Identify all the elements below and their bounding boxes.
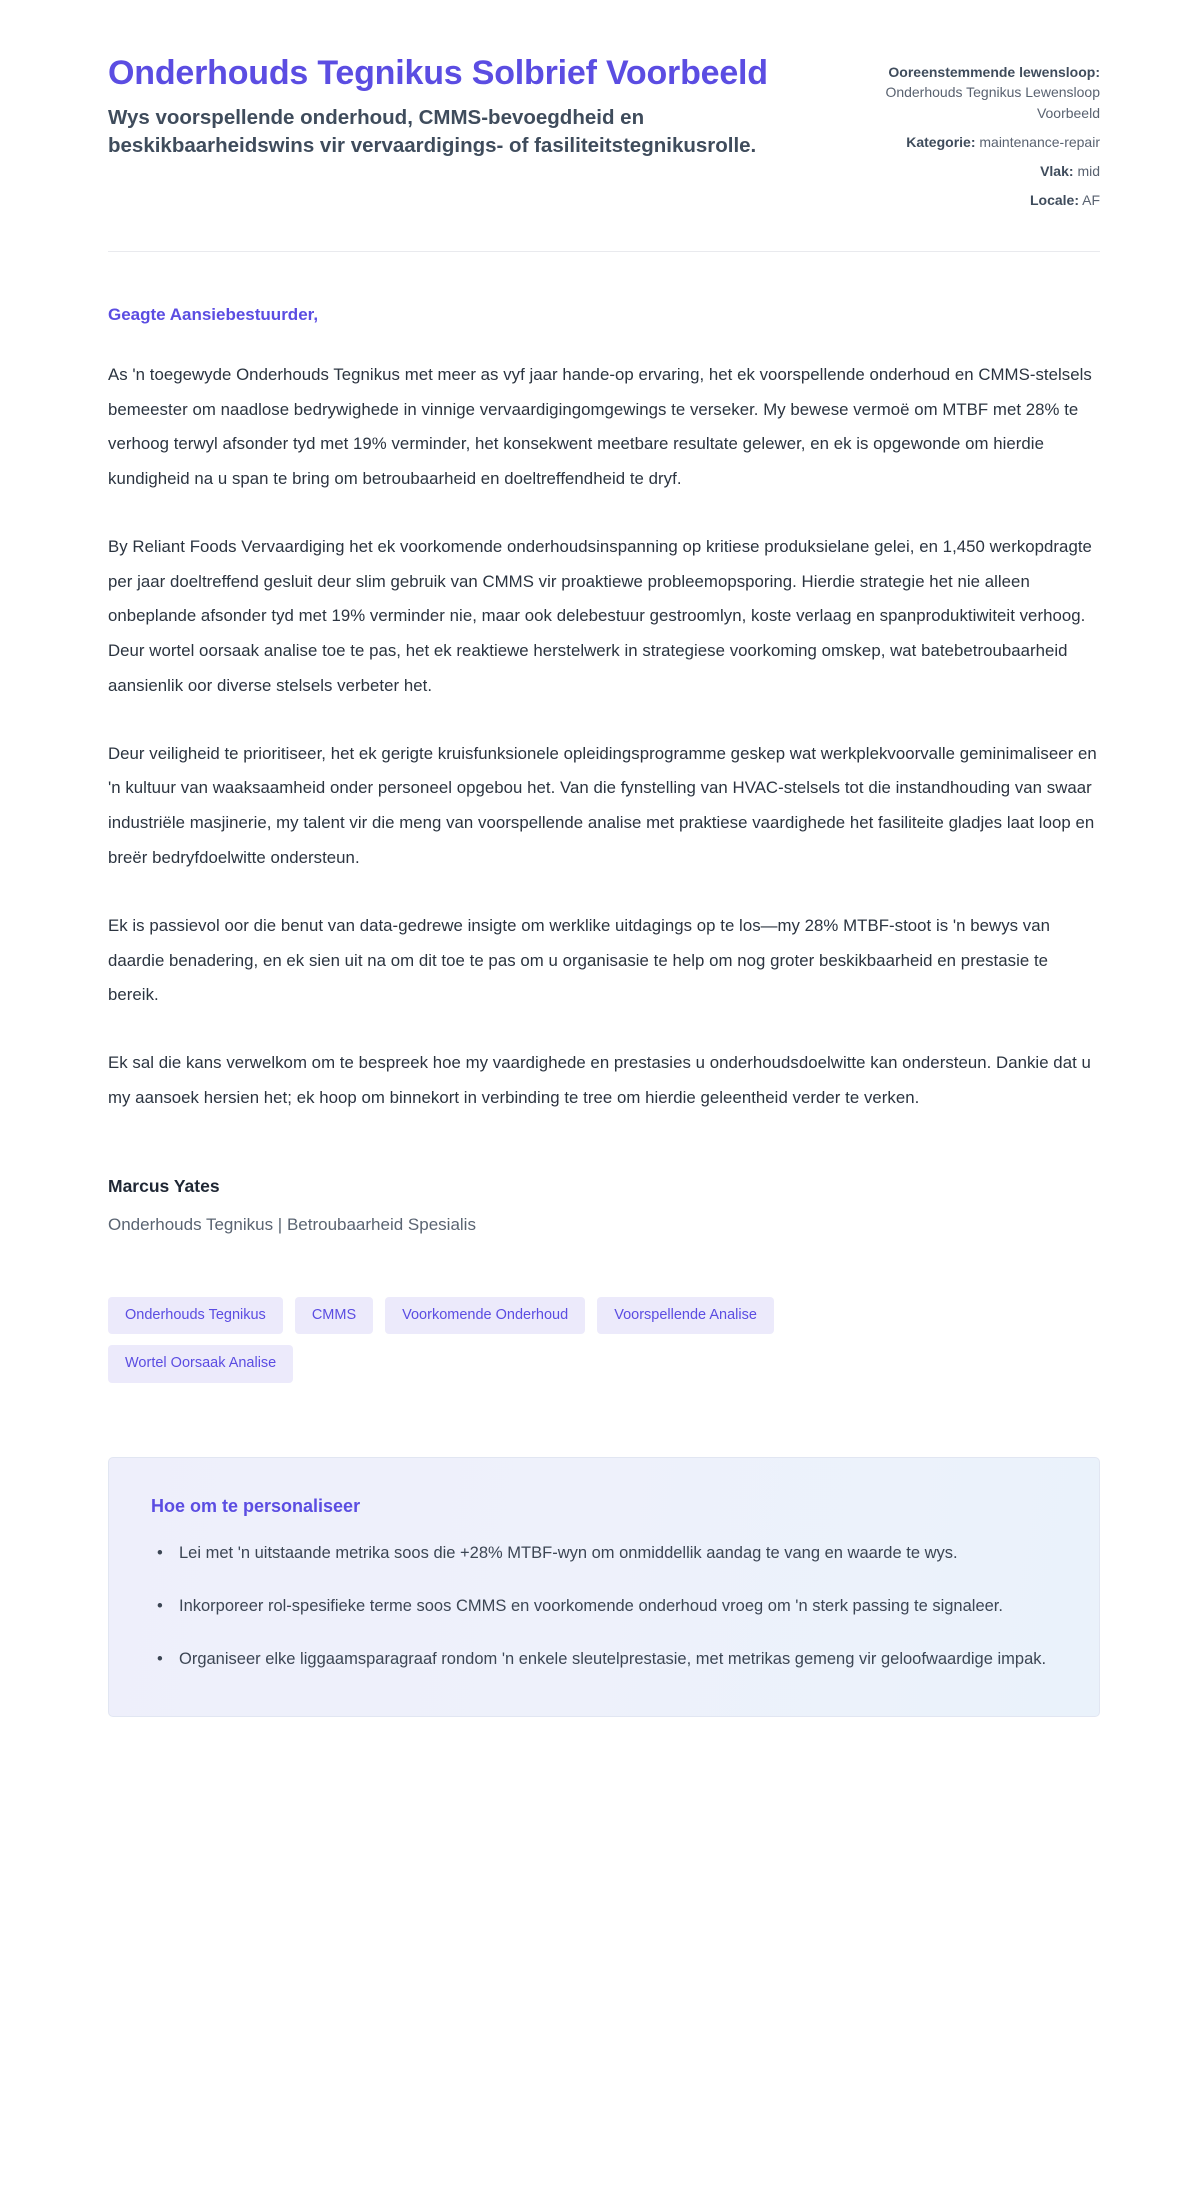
callout-tip-text: Lei met 'n uitstaande metrika soos die +28% MTBF-wyn om onmiddellik aandag te vang en waarde te wys.: [179, 1543, 958, 1562]
metadata-value: mid: [1077, 163, 1100, 180]
callout-tip-item: [151, 1643, 1057, 1676]
letter-paragraph: Deur veiligheid te prioritiseer, het ek gerigte kruisfunksionele opleidingsprogramme geskep wat werkplekvoorvalle geminimaliseer en 'n kultuur van waaksaamheid onder personeel opgebou het. Van die fynstelling van HVAC-stelsels tot die instandhouding van swaar industriële masjinerie, my talent vir die meng van voorspellende analise met praktiese vaardighede het fasiliteite gladjes laat loop en breër bedryfdoelwitte ondersteun.: [108, 743, 1097, 867]
callout-tip-list: [151, 1537, 1057, 1676]
letter-salutation: Geagte Aansiebestuurder,: [108, 304, 319, 324]
signature-name: Marcus Yates: [108, 1175, 220, 1196]
letter-paragraph: Ek sal die kans verwelkom om te bespreek hoe my vaardighede en prestasies u onderhoudsdoelwitte kan ondersteun. Dankie dat u my aansoek hersien het; ek hoop om binnekort in verbinding te tree om hierdie geleentheid verder te verken.: [108, 1053, 1091, 1107]
tag-chip[interactable]: Voorspellende Analise: [597, 1297, 774, 1335]
metadata-value: maintenance-repair: [979, 133, 1100, 150]
callout-tip-text: Inkorporeer rol-spesifieke terme soos CMMS en voorkomende onderhoud vroeg om 'n sterk passing te signaleer.: [179, 1596, 1003, 1615]
tag-chip[interactable]: CMMS: [295, 1297, 373, 1335]
metadata-row-locale: [875, 190, 1100, 210]
callout-title: Hoe om te personaliseer: [151, 1495, 361, 1516]
signature-block: [108, 1176, 1100, 1235]
metadata-row-category: [875, 132, 1100, 152]
metadata-value: Onderhouds Tegnikus Lewensloop Voorbeeld: [885, 84, 1100, 121]
bullet-icon: •: [157, 1543, 163, 1562]
metadata-row-level: [875, 161, 1100, 181]
callout-tip-item: [151, 1590, 1057, 1623]
callout-tip-item: [151, 1537, 1057, 1570]
header-title-group: [108, 52, 788, 160]
letter-body: [0, 305, 1200, 1383]
bullet-icon: •: [157, 1649, 163, 1668]
metadata-label: Ooreenstemmende lewensloop:: [888, 64, 1100, 80]
tag-list: [108, 1297, 908, 1383]
letter-paragraph: By Reliant Foods Vervaardiging het ek voorkomende onderhoudsinspanning op kritiese produksielane gelei, en 1,450 werkopdragte per jaar doeltreffend gesluit deur slim gebruik van CMMS vir proaktiewe probleemopsporing. Hierdie strategie het nie alleen onbeplande afsonder tyd met 19% verminder nie, maar ook delebestuur gestroomlyn, koste verlaag en spanproduktiwiteit verhoog. Deur wortel oorsaak analise toe te pas, het ek reaktiewe herstelwerk in strategiese voorkoming omskep, wat batebetroubaarheid aansienlik oor diverse stelsels verbeter het.: [108, 536, 1092, 695]
letter-paragraph: As 'n toegewyde Onderhouds Tegnikus met meer as vyf jaar hande-op ervaring, het ek voorspellende onderhoud en CMMS-stelsels bemeester om naadlose bedrywighede in vinnige vervaardigingomgewings te verseker. My bewese vermoë om MTBF met 28% te verhoog terwyl afsonder tyd met 19% verminder, het konsekwent meetbare resultate gelewer, en ek is opgewonde om hierdie kundigheid na u span te bring om betroubaarheid en doeltreffendheid te dryf.: [108, 364, 1092, 489]
metadata-value: AF: [1082, 192, 1100, 209]
metadata-label: Vlak:: [1040, 163, 1074, 180]
callout-tip-text: Organiseer elke liggaamsparagraaf rondom 'n enkele sleutelprestasie, met metrikas gemeng vir geloofwaardige impak.: [179, 1649, 1047, 1668]
metadata-row-matching-resume: [875, 62, 1100, 123]
document-metadata-panel: [875, 52, 1100, 211]
bullet-icon: •: [157, 1596, 163, 1615]
letter-paragraph: Ek is passievol oor die benut van data-gedrewe insigte om werklike uitdagings op te los—my 28% MTBF-stoot is 'n bewys van daardie benadering, en ek sien uit na om dit toe te pas om u organisasie te help om nog groter beskikbaarheid en prestasie te bereik.: [108, 915, 1050, 1005]
metadata-label: Kategorie:: [906, 133, 976, 150]
page-subtitle: Wys voorspellende onderhoud, CMMS-bevoegdheid en beskikbaarheidswins vir vervaardigings- of fasiliteitstegnikusrolle.: [108, 106, 757, 158]
signature-role: Onderhouds Tegnikus | Betroubaarheid Spesialis: [108, 1214, 476, 1234]
page-title: Onderhouds Tegnikus Solbrief Voorbeeld: [108, 54, 768, 92]
document-header: [0, 0, 1200, 211]
personalization-callout: [108, 1457, 1100, 1717]
tag-chip[interactable]: Onderhouds Tegnikus: [108, 1297, 283, 1335]
header-divider: [108, 251, 1100, 252]
tag-chip[interactable]: Wortel Oorsaak Analise: [108, 1345, 293, 1383]
metadata-label: Locale:: [1029, 192, 1079, 209]
tag-chip[interactable]: Voorkomende Onderhoud: [385, 1297, 585, 1335]
